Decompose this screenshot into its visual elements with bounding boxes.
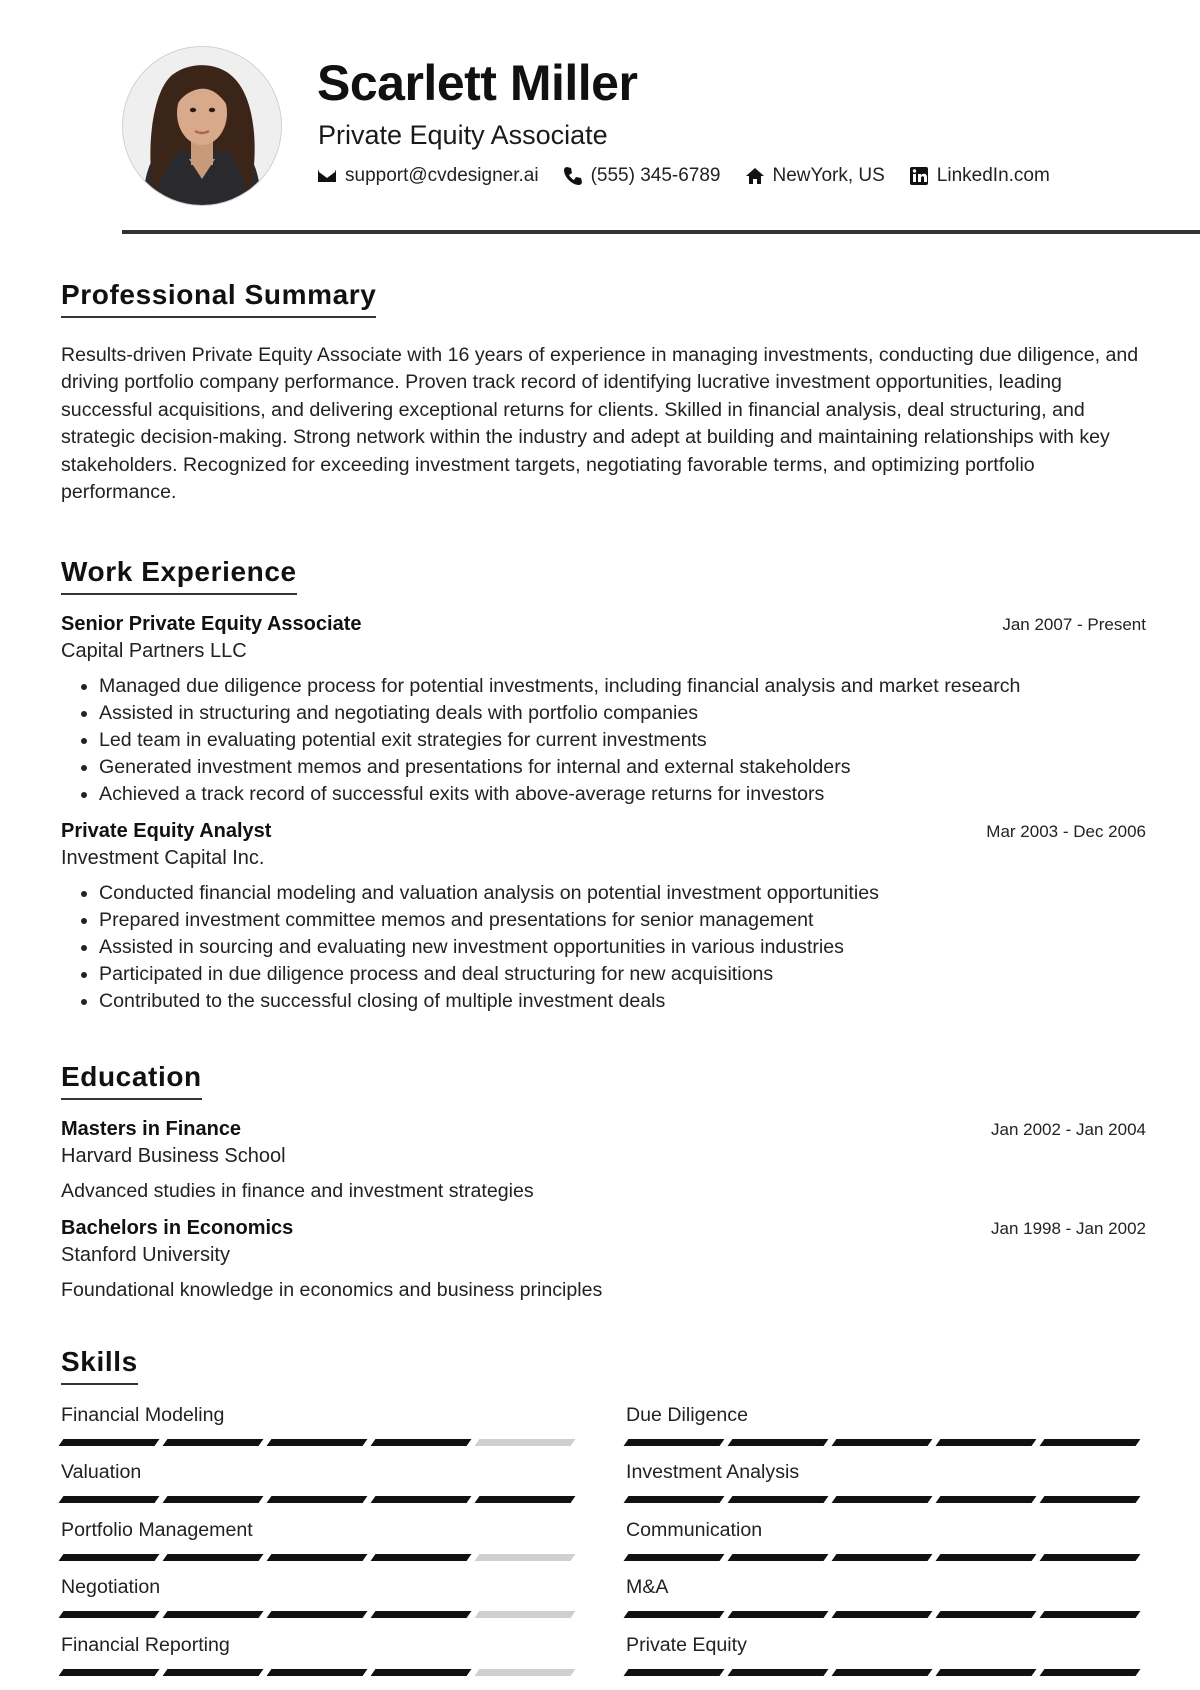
skill-level-bar — [626, 1669, 1146, 1676]
education-dates: Jan 2002 - Jan 2004 — [990, 1119, 1146, 1139]
skill-segment-filled — [267, 1496, 368, 1503]
skill-segment-filled — [832, 1669, 933, 1676]
skill-item — [61, 1575, 581, 1633]
job-bullet: • Prepared investment committee memos and presentations for senior management — [99, 907, 1146, 934]
education-entry — [61, 1217, 1146, 1302]
skill-segment-filled — [371, 1496, 472, 1503]
job-bullet: • Assisted in sourcing and evaluating new investment opportunities in various industries — [99, 934, 1146, 961]
skill-segment-filled — [1040, 1669, 1141, 1676]
skill-level-bar — [61, 1496, 581, 1503]
job-role: Senior Private Equity Associate — [61, 612, 362, 635]
summary-text: Results-driven Private Equity Associate with 16 years of experience in managing investments, conducting due diligence, and driving portfolio company performance. Proven track record of identifying lucrative investment opportunities, leading successful acquisitions, and delivering exceptional returns for clients. Skilled in financial analysis, deal structuring, and strategic decision-making. Strong network within the industry and adept at building and maintaining relationships with key stakeholders. Recognized for exceeding investment targets, negotiating favorable terms, and optimizing portfolio performance. — [61, 343, 1139, 504]
skill-name: Financial Modeling — [61, 1403, 225, 1426]
header-divider — [122, 230, 1200, 234]
job-bullet: • Contributed to the successful closing of multiple investment deals — [99, 988, 1146, 1015]
skill-segment-filled — [624, 1669, 725, 1676]
education-entry — [61, 1118, 1146, 1203]
skill-segment-filled — [371, 1669, 472, 1676]
contact-linkedin-text: LinkedIn.com — [936, 165, 1050, 186]
skill-segment-filled — [163, 1669, 264, 1676]
skill-segment-filled — [267, 1439, 368, 1446]
job-company: Investment Capital Inc. — [61, 846, 265, 869]
contact-phone-text: (555) 345-6789 — [590, 165, 721, 186]
education-degree: Bachelors in Economics — [61, 1216, 294, 1239]
job-bullet: • Achieved a track record of successful exits with above-average returns for investors — [99, 781, 1146, 808]
skill-name: Investment Analysis — [626, 1461, 800, 1484]
skill-item — [61, 1518, 581, 1576]
profile-photo — [122, 46, 282, 206]
job-entry — [61, 613, 1146, 808]
skill-name: Portfolio Management — [61, 1518, 253, 1541]
skill-segment-filled — [936, 1669, 1037, 1676]
skill-segment-filled — [936, 1496, 1037, 1503]
education-section — [61, 1060, 1146, 1302]
skill-segment-filled — [1040, 1496, 1141, 1503]
contact-phone[interactable] — [563, 165, 721, 187]
skill-level-bar — [626, 1611, 1146, 1618]
education-dates: Jan 1998 - Jan 2002 — [990, 1218, 1146, 1238]
skill-segment-filled — [832, 1611, 933, 1618]
skill-name: Communication — [626, 1518, 763, 1541]
candidate-title: Private Equity Associate — [318, 120, 608, 150]
job-bullet: • Participated in due diligence process and deal structuring for new acquisitions — [99, 961, 1146, 988]
skill-segment-filled — [624, 1439, 725, 1446]
skill-segment-filled — [624, 1554, 725, 1561]
skill-segment-filled — [936, 1554, 1037, 1561]
skill-segment-filled — [936, 1611, 1037, 1618]
skill-segment-empty — [475, 1611, 576, 1618]
skill-segment-filled — [624, 1611, 725, 1618]
skill-name: Private Equity — [626, 1633, 747, 1656]
skill-segment-filled — [59, 1439, 160, 1446]
skill-item — [626, 1575, 1146, 1633]
skill-segment-filled — [832, 1439, 933, 1446]
portrait-image — [123, 47, 281, 205]
candidate-name: Scarlett Miller — [317, 55, 638, 111]
education-description: Advanced studies in finance and investment strategies — [61, 1179, 534, 1202]
job-bullet: • Managed due diligence process for potential investments, including financial analysis and market research — [99, 673, 1146, 700]
skill-segment-filled — [371, 1439, 472, 1446]
job-role: Private Equity Analyst — [61, 819, 272, 842]
skill-segment-filled — [624, 1496, 725, 1503]
skill-segment-filled — [1040, 1554, 1141, 1561]
skill-item — [61, 1403, 581, 1461]
skill-segment-filled — [371, 1611, 472, 1618]
skill-item — [626, 1518, 1146, 1576]
envelope-icon — [317, 166, 337, 186]
job-bullets — [61, 880, 1146, 1015]
skill-level-bar — [61, 1439, 581, 1446]
skill-name: Financial Reporting — [61, 1633, 230, 1656]
contact-email-text: support@cvdesigner.ai — [345, 165, 539, 186]
job-bullet: • Generated investment memos and presentations for internal and external stakeholders — [99, 754, 1146, 781]
skill-segment-filled — [728, 1669, 829, 1676]
education-description: Foundational knowledge in economics and business principles — [61, 1278, 603, 1301]
education-degree: Masters in Finance — [61, 1117, 242, 1140]
skill-item — [61, 1460, 581, 1518]
skill-name: Valuation — [61, 1461, 142, 1484]
skill-segment-empty — [475, 1439, 576, 1446]
skill-segment-filled — [267, 1669, 368, 1676]
job-dates: Jan 2007 - Present — [1002, 614, 1146, 634]
skill-segment-filled — [267, 1554, 368, 1561]
contact-list — [317, 165, 1074, 187]
skill-segment-filled — [936, 1439, 1037, 1446]
contact-location-text: NewYork, US — [772, 165, 885, 186]
contact-linkedin[interactable] — [909, 165, 1050, 187]
skills-heading: Skills — [61, 1345, 138, 1385]
skill-segment-filled — [1040, 1611, 1141, 1618]
skills-section — [61, 1345, 1146, 1690]
skill-segment-empty — [475, 1554, 576, 1561]
skill-segment-filled — [1040, 1439, 1141, 1446]
skill-level-bar — [626, 1439, 1146, 1446]
job-entry — [61, 820, 1146, 1015]
skill-item — [626, 1460, 1146, 1518]
education-heading: Education — [61, 1060, 202, 1100]
skill-name: Negotiation — [61, 1576, 161, 1599]
skill-level-bar — [626, 1554, 1146, 1561]
skill-segment-filled — [163, 1554, 264, 1561]
skill-segment-filled — [832, 1496, 933, 1503]
job-bullet: • Led team in evaluating potential exit strategies for current investments — [99, 727, 1146, 754]
skill-name: M&A — [626, 1576, 669, 1599]
skill-segment-filled — [267, 1611, 368, 1618]
skills-grid — [61, 1403, 1146, 1690]
skill-segment-filled — [728, 1554, 829, 1561]
skill-level-bar — [61, 1611, 581, 1618]
skill-segment-filled — [59, 1496, 160, 1503]
job-bullets — [61, 673, 1146, 808]
skill-name: Due Diligence — [626, 1403, 748, 1426]
skill-segment-filled — [163, 1611, 264, 1618]
skill-segment-filled — [163, 1439, 264, 1446]
skill-segment-filled — [728, 1439, 829, 1446]
skill-segment-filled — [832, 1554, 933, 1561]
home-icon — [745, 166, 765, 186]
skill-segment-filled — [728, 1611, 829, 1618]
linkedin-icon — [909, 166, 929, 186]
resume-header — [61, 0, 1139, 236]
education-school: Stanford University — [61, 1243, 230, 1266]
skill-segment-filled — [728, 1496, 829, 1503]
work-heading: Work Experience — [61, 555, 297, 595]
job-bullet: • Assisted in structuring and negotiating deals with portfolio companies — [99, 700, 1146, 727]
skill-segment-filled — [59, 1611, 160, 1618]
skill-segment-filled — [475, 1496, 576, 1503]
summary-heading: Professional Summary — [61, 278, 376, 318]
skill-item — [626, 1403, 1146, 1461]
skill-segment-filled — [59, 1669, 160, 1676]
education-school: Harvard Business School — [61, 1144, 286, 1167]
skill-level-bar — [61, 1669, 581, 1676]
skill-level-bar — [626, 1496, 1146, 1503]
work-section — [61, 555, 1146, 1015]
skill-segment-filled — [371, 1554, 472, 1561]
contact-email[interactable] — [317, 165, 539, 187]
skill-item — [626, 1633, 1146, 1690]
skill-segment-filled — [59, 1554, 160, 1561]
skill-segment-empty — [475, 1669, 576, 1676]
job-bullet: • Conducted financial modeling and valuation analysis on potential investment opportunities — [99, 880, 1146, 907]
skill-segment-filled — [163, 1496, 264, 1503]
contact-location — [745, 165, 885, 187]
skill-item — [61, 1633, 581, 1690]
skill-level-bar — [61, 1554, 581, 1561]
summary-section — [61, 278, 1146, 507]
phone-icon — [563, 166, 583, 186]
job-dates: Mar 2003 - Dec 2006 — [986, 821, 1146, 841]
job-company: Capital Partners LLC — [61, 639, 247, 662]
